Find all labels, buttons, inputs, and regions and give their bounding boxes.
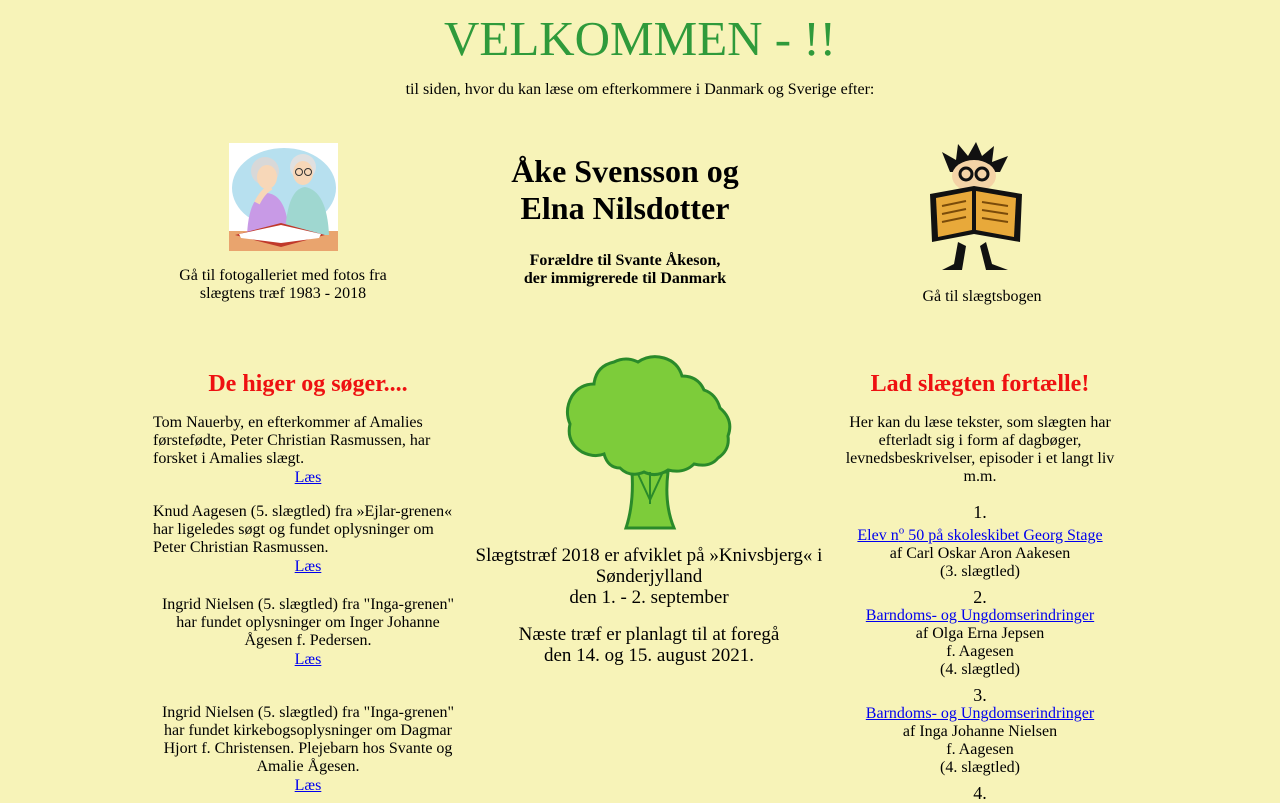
intro-line: levnedsbeskrivelser, episoder i et langt liv: [845, 450, 1115, 467]
man-reading-book-icon: [928, 142, 1024, 272]
story-link[interactable]: Barndoms- og Ungdomserindringer: [865, 705, 1095, 722]
ancestor-names: [425, 153, 825, 227]
story-number: 1.: [973, 502, 987, 522]
parents-note-line1: Forældre til Svante Åkeson,: [529, 252, 721, 269]
parents-note-line2: der immigrerede til Danmark: [523, 270, 727, 287]
photo-gallery-caption: [153, 267, 413, 303]
story-author: af Carl Oskar Aron Aakesen: [889, 545, 1071, 562]
left-heading: De higer og søger....: [208, 371, 408, 397]
entry-text-line: Hjort f. Christensen. Plejebarn hos Svante og: [163, 740, 453, 757]
photo-gallery-caption-line1[interactable]: Gå til fotogalleriet med fotos fra: [179, 267, 387, 284]
entry-text-line: Ågesen f. Pedersen.: [244, 632, 372, 649]
story-generation: (3. slægtled): [940, 563, 1020, 580]
photo-gallery-image[interactable]: [229, 143, 338, 251]
story-author: af Olga Erna Jepsen: [915, 625, 1045, 642]
entry-text-line: Knud Aagesen (5. slægtled) fra »Ejlar-grenen«: [153, 503, 453, 520]
story-number: 3.: [973, 685, 987, 705]
entry-text-line: har ligeledes søgt og fundet oplysninger om: [153, 521, 434, 538]
entry-text-line: Ingrid Nielsen (5. slægtled) fra "Inga-grenen": [161, 596, 455, 613]
search-entry: [153, 414, 463, 487]
next-event-line: Næste træf er planlagt til at foregå: [518, 624, 780, 645]
event-line: den 1. - 2. september: [569, 587, 729, 608]
read-link[interactable]: Læs: [294, 651, 322, 668]
story-number: 2.: [973, 587, 987, 607]
ancestor-name-line2: Elna Nilsdotter: [520, 190, 730, 226]
story-number: 4.: [973, 783, 987, 803]
family-book-image[interactable]: [928, 142, 1024, 272]
next-event-info: [470, 624, 828, 666]
intro-line: m.m.: [963, 468, 997, 485]
entry-text-line: førstefødte, Peter Christian Rasmussen, har: [153, 432, 431, 449]
entry-text-line: forsket i Amalies slægt.: [153, 450, 305, 467]
page-title: VELKOMMEN - !!: [444, 11, 836, 66]
next-event-line: den 14. og 15. august 2021.: [543, 645, 755, 666]
entry-text-line: Peter Christian Rasmussen.: [153, 539, 329, 556]
event-line: Slægtstræf 2018 er afviklet på »Knivsbjerg« i: [475, 545, 823, 566]
photo-gallery-caption-line2[interactable]: slægtens træf 1983 - 2018: [199, 285, 367, 302]
intro-line: Her kan du læse tekster, som slægten har: [849, 414, 1111, 431]
intro-line: efterladt sig i form af dagbøger,: [878, 432, 1082, 449]
story-born: f. Aagesen: [946, 741, 1014, 758]
story-generation: (4. slægtled): [940, 759, 1020, 776]
entry-text-line: Amalie Ågesen.: [256, 758, 360, 775]
tree-icon: [564, 354, 734, 532]
right-heading: Lad slægten fortælle!: [870, 371, 1090, 397]
read-link[interactable]: Læs: [294, 777, 322, 794]
entry-text-line: har fundet kirkebogsoplysninger om Dagmar: [164, 722, 452, 739]
event-line: Sønderjylland: [595, 566, 703, 587]
story-generation: (4. slægtled): [940, 661, 1020, 678]
stories-intro: [830, 414, 1130, 486]
page-subtitle: til siden, hvor du kan læse om efterkommere i Danmark og Sverige efter:: [405, 81, 875, 98]
family-book-link[interactable]: Gå til slægtsbogen: [922, 288, 1042, 305]
story-link[interactable]: Elev $n^o$ 50 på skoleskibet Georg Stage: [857, 524, 1103, 544]
entry-text-line: Ingrid Nielsen (5. slægtled) fra "Inga-grenen": [161, 704, 455, 721]
story-link[interactable]: Barndoms- og Ungdomserindringer: [865, 607, 1095, 624]
search-entry: [153, 704, 463, 795]
parents-note: [425, 252, 825, 288]
story-list: [830, 502, 1130, 803]
read-link[interactable]: Læs: [294, 558, 322, 575]
ancestor-name-line1: Åke Svensson og: [511, 153, 739, 189]
read-link[interactable]: Læs: [294, 469, 322, 486]
entry-text-line: Tom Nauerby, en efterkommer af Amalies: [153, 414, 423, 431]
story-born: f. Aagesen: [946, 643, 1014, 660]
elderly-couple-icon: [229, 143, 338, 251]
story-author: af Inga Johanne Nielsen: [902, 723, 1058, 740]
entry-text-line: har fundet oplysninger om Inger Johanne: [176, 614, 440, 631]
search-entry: [153, 596, 463, 669]
tree-image: [564, 354, 734, 532]
event-info: [470, 545, 828, 608]
search-entry: [153, 503, 463, 576]
